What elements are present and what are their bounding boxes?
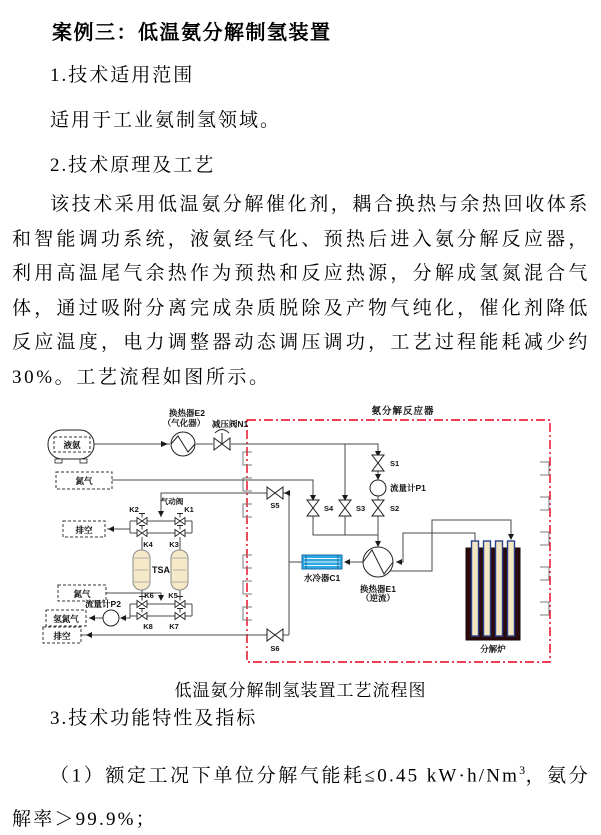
valve-s3: [339, 500, 365, 516]
vent-top-label: 排空: [75, 525, 93, 535]
valve-s6-label: S6: [270, 644, 280, 653]
tsa-label: TSA: [152, 565, 170, 575]
heat-exchanger-e1: [360, 547, 396, 603]
valve-k1: [175, 514, 185, 525]
valve-body: [372, 500, 384, 508]
valve-s4-label: S4: [324, 504, 334, 513]
tank-leg: [55, 459, 62, 463]
source-nitrogen-top: [56, 472, 112, 489]
valve-body: [214, 438, 222, 450]
nitrogen-mid-label: 氮气: [73, 589, 91, 599]
section3-item1: [12, 748, 590, 835]
valve-body: [307, 508, 319, 516]
valve-s2-label: S2: [390, 504, 400, 513]
spec-text-tail: ，氨分解率＞99.9%；: [12, 765, 590, 831]
valve-k8-label: K8: [143, 622, 153, 631]
valve-s5: [267, 487, 283, 510]
valve-n1: [212, 419, 249, 450]
vaporizer-e2: [163, 408, 206, 456]
valve-k2: [137, 514, 147, 525]
valve-k5-label: K5: [168, 591, 178, 600]
valve-body: [275, 629, 283, 641]
section3-heading: 3.技术功能特性及指标: [50, 708, 258, 729]
valve-s1: [372, 455, 399, 471]
furnace-label: 分解炉: [480, 644, 506, 654]
valve-actuator: [215, 430, 229, 434]
vaporizer-label-1: 换热器E2: [169, 408, 205, 418]
tank-label: 液氨: [63, 440, 81, 450]
valve-s2: [372, 500, 399, 516]
valve-k7: [175, 609, 185, 620]
flow-meter-symbol: [103, 610, 119, 626]
valve-body: [339, 508, 351, 516]
valve-body: [267, 487, 275, 499]
flow-meter-p1: [370, 480, 426, 496]
cracking-furnace: [466, 541, 520, 654]
vaporizer-label-2: （气化器）: [162, 418, 206, 428]
valve-body: [372, 508, 384, 516]
water-cooler-c1: [302, 555, 342, 583]
valve-body: [307, 500, 319, 508]
figure-caption: 低温氨分解制氢装置工艺流程图: [174, 681, 427, 700]
flow-meter-p2: [85, 599, 121, 626]
tsa-unit: [133, 550, 188, 590]
valve-k4: [137, 526, 147, 537]
vent-bottom: [43, 627, 81, 643]
valve-k3: [175, 526, 185, 537]
prv-label: 减压阀N1: [211, 419, 249, 429]
valve-body: [267, 629, 275, 641]
flow-meter-p1-label: 流量计P1: [390, 483, 426, 493]
valve-k6-label: K6: [144, 591, 154, 600]
valve-body: [275, 487, 283, 499]
valve-body: [339, 500, 351, 508]
tank-leg: [80, 459, 87, 463]
valve-k7-label: K7: [169, 622, 179, 631]
valve-k1-label: K1: [184, 505, 194, 514]
doc-title: 案例三：低温氨分解制氢装置: [52, 22, 332, 44]
valve-body: [372, 463, 384, 471]
nitrogen-top-label: 氮气: [75, 476, 93, 486]
valve-s6: [267, 629, 283, 653]
section2-body: 该技术采用低温氨分解催化剂，耦合换热与余热回收体系和智能调功系统，液氨经气化、预热后进入氨分解反应器，利用高温尾气余热作为预热和反应热源，分解成氢氮混合气体，通过吸附分离完成杂质脱除及产物气纯化，催化剂降低反应温度，电力调整器动态调压调功，工艺过程能耗减少约 30%。工艺流程如图所示。: [12, 194, 591, 388]
product-outlet: [46, 610, 86, 626]
valve-s1-label: S1: [390, 459, 400, 468]
valve-k3-label: K3: [169, 540, 179, 549]
valve-body: [222, 438, 230, 450]
flow-meter-symbol: [370, 480, 386, 496]
section1-body: 适用于工业氨制氢领域。: [50, 110, 282, 131]
valve-s5-label: S5: [270, 501, 280, 510]
section2-heading: 2.技术原理及工艺: [50, 155, 216, 176]
valve-k4-label: K4: [143, 540, 153, 549]
spec-text: （1）额定工况下单位分解气能耗≤0.45 kW·h/Nm: [50, 765, 520, 787]
valve-k2-label: K2: [129, 505, 139, 514]
hx1-label-2: （逆流）: [360, 593, 396, 603]
reactor-boundary-label: 氨分解反应器: [371, 406, 435, 417]
hx1-label-1: 换热器E1: [360, 584, 396, 594]
flow-meter-p2-label: 流量计P2: [85, 599, 121, 609]
vent-bottom-label: 排空: [53, 631, 71, 641]
section1-heading: 1.技术适用范围: [50, 65, 195, 86]
spec-superscript: 3: [519, 763, 526, 777]
pneumatic-valve-label: 气动阀: [160, 497, 184, 506]
valve-s4: [307, 500, 334, 516]
valve-s3-label: S3: [356, 504, 366, 513]
process-flow-diagram: [0, 400, 601, 672]
ammonia-tank: [48, 430, 94, 463]
valve-body: [372, 455, 384, 463]
vent-top: [63, 521, 105, 537]
product-label: 氢氮气: [53, 614, 79, 624]
valve-k8: [137, 609, 147, 620]
cooler-label: 水冷器C1: [303, 573, 341, 583]
